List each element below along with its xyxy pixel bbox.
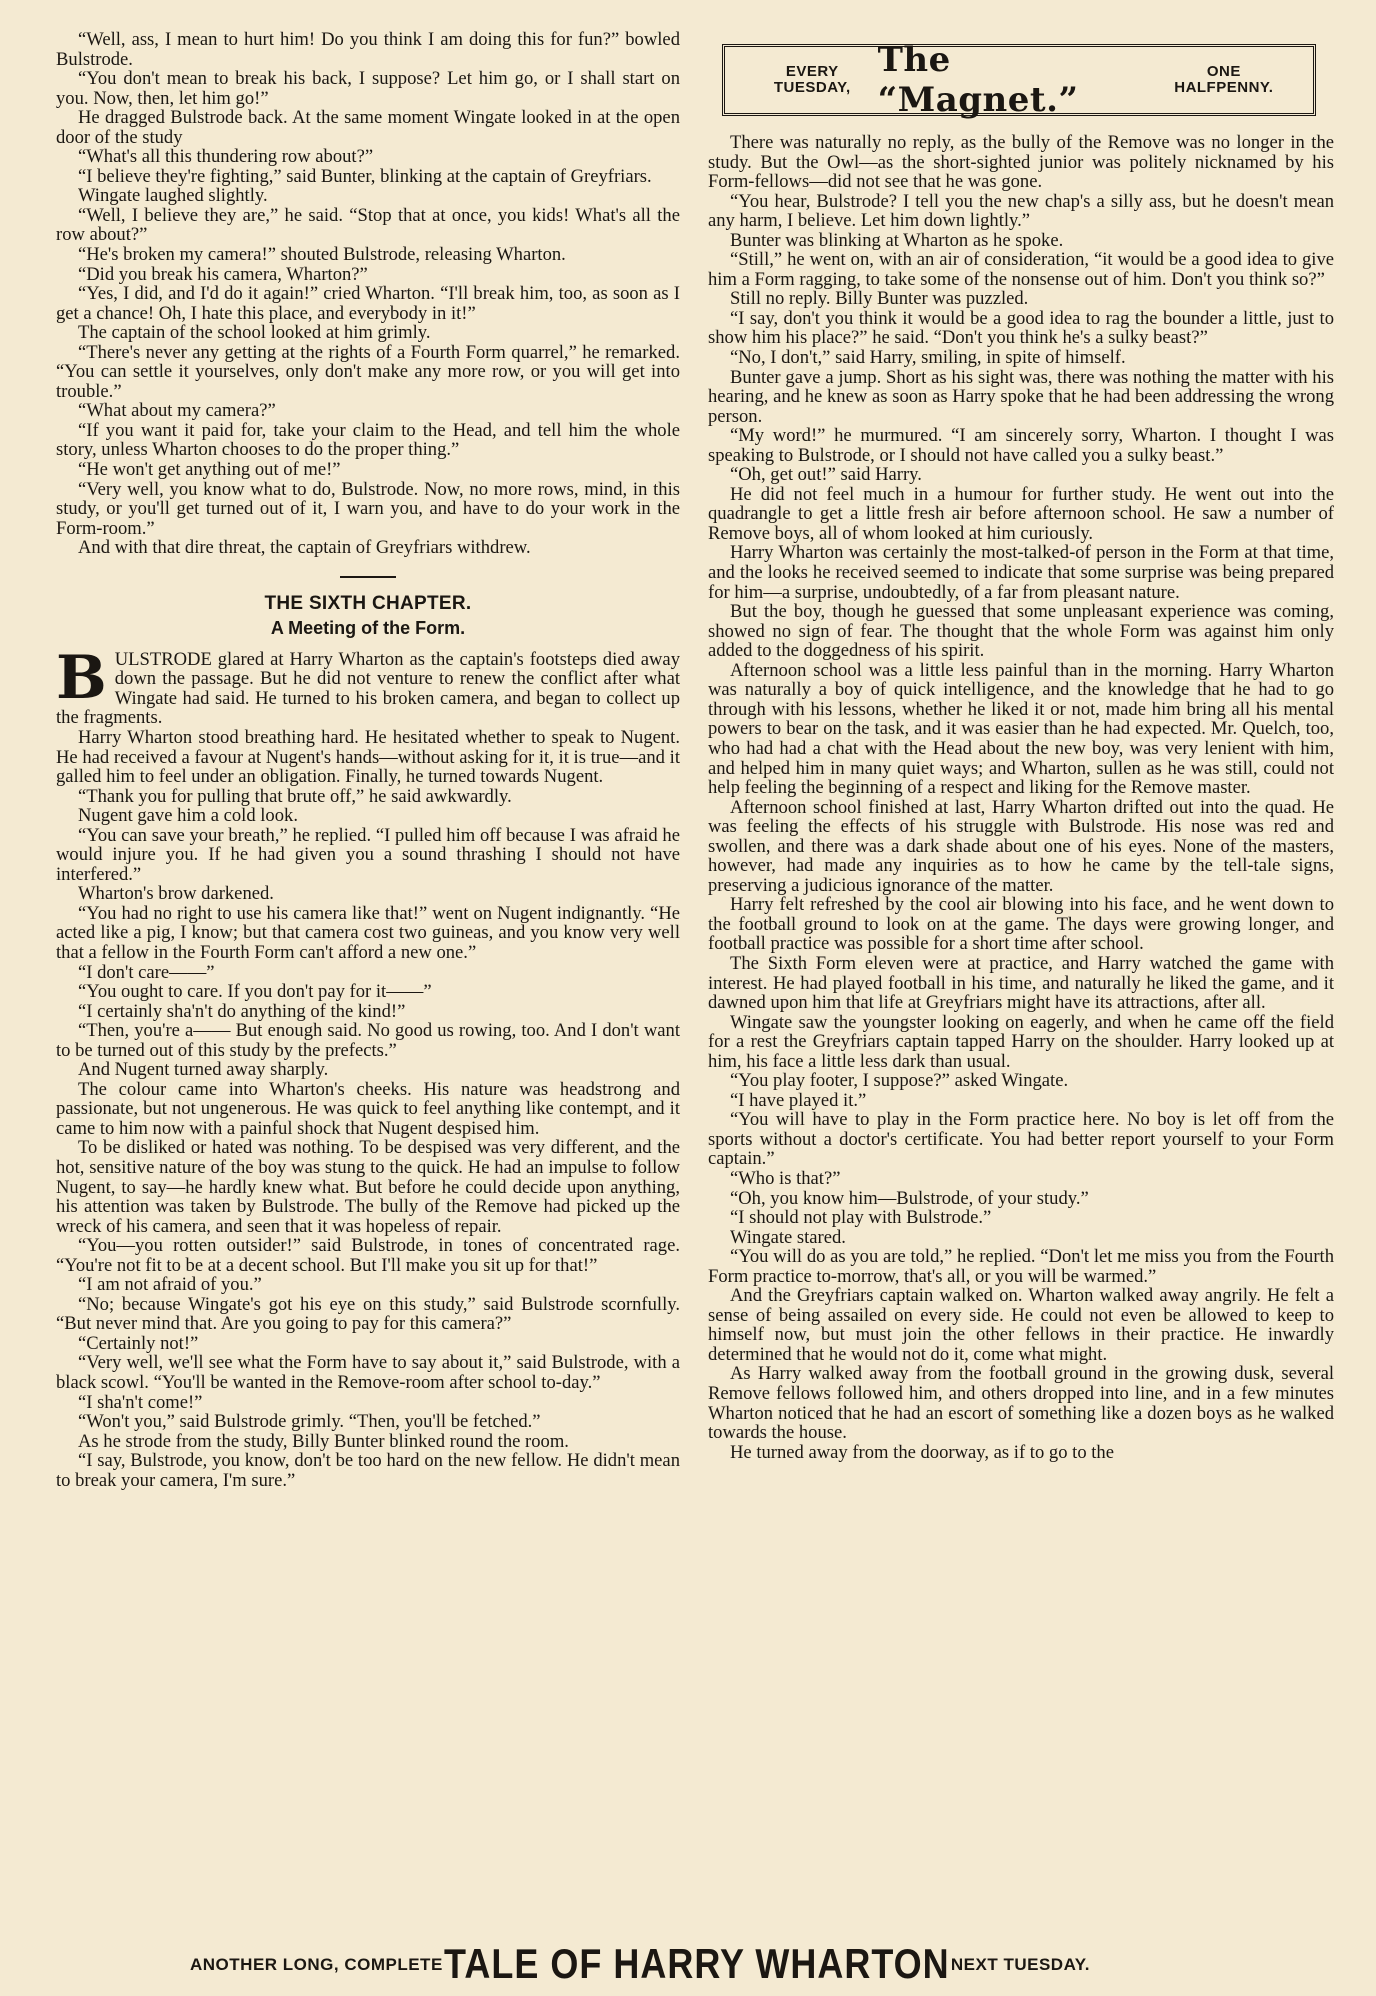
paragraph: Wingate stared.	[730, 1226, 846, 1248]
paragraph: Bunter gave a jump. Short as his sight was, there was nothing the matter with his hearing, and he knew as soon as Harry spoke that he had been addressing the wrong person.	[708, 366, 1334, 427]
left-paragraphs-before-chapter	[56, 30, 680, 558]
paragraph: He did not feel much in a humour for further study. He went out into the quadrangle to get a little fresh air before afternoon school. He saw a number of Remove boys, all of whom looked at him curiously.	[708, 483, 1334, 544]
paragraph: “I believe they're fighting,” said Bunter, blinking at the captain of Greyfriars.	[78, 165, 652, 187]
banner-title: The “Magnet.”	[877, 40, 1079, 120]
right-column	[708, 133, 1334, 1462]
paragraph: To be disliked or hated was nothing. To be despised was very different, and the hot, sensitive nature of the boy was stung to the quick. He had an impulse to follow Nugent, to say—he hardly knew what. But before he could decide upon anything, his attention was taken by Bulstrode. The bully of the Remove had picked up the wreck of his camera, and seen that it was hopeless of repair.	[56, 1137, 680, 1237]
chapter-opening-paragraph	[56, 642, 680, 729]
paragraph: “Well, ass, I mean to hurt him! Do you think I am doing this for fun?” bowled Bulstrode.	[56, 29, 680, 70]
magazine-header-banner	[722, 40, 1316, 120]
paragraph: As he strode from the study, Billy Bunter blinked round the room.	[78, 1430, 569, 1452]
paragraph: As Harry walked away from the football ground in the growing dusk, several Remove fellows followed him, and others dropped into line, and in a few minutes Wharton noticed that he had an escort of something like a dozen boys as he walked towards the house.	[708, 1363, 1334, 1444]
paragraph: Bunter was blinking at Wharton as he spoke.	[730, 229, 1064, 251]
paragraph: “I say, don't you think it would be a good idea to rag the bounder a little, just to show him his place?” he said. “Don't you think he's a sulky beast?”	[708, 307, 1334, 349]
paragraph: “He's broken my camera!” shouted Bulstrode, releasing Wharton.	[78, 244, 566, 266]
chapter-divider-rule	[340, 576, 396, 578]
paragraph: “Very well, we'll see what the Form have to say about it,” said Bulstrode, with a black scowl. “You'll be wanted in the Remove-room after school to-day.”	[56, 1352, 680, 1393]
paragraph: “You play footer, I suppose?” asked Wingate.	[730, 1070, 1069, 1092]
paragraph: “You don't mean to break his back, I suppose? Let him go, or I shall start on you. Now, then, let him go!”	[56, 68, 680, 109]
left-column	[56, 30, 680, 1490]
paragraph: The Sixth Form eleven were at practice, and Harry watched the game with interest. He had played football in his time, and naturally he liked the game, and it dawned upon him that life at Greyfriars might have its attractions, after all.	[708, 952, 1334, 1014]
paragraph: Wingate saw the youngster looking on eagerly, and when he came off the field for a rest the Greyfriars captain tapped Harry on the shoulder. Harry looked up at him, his face a little less dark than usual.	[708, 1011, 1334, 1072]
paragraph: He turned away from the doorway, as if to go to the	[730, 1441, 1114, 1463]
paragraph: “Who is that?”	[730, 1167, 841, 1189]
paragraph: “No, I don't,” said Harry, smiling, in spite of himself.	[730, 347, 1126, 369]
paragraph: “Very well, you know what to do, Bulstrode. Now, no more rows, mind, in this study, or you'll get turned out of it, I warn you, and have to do your work in the Form-room.”	[56, 478, 680, 539]
paragraph: “If you want it paid for, take your claim to the Head, and tell him the whole story, unless Wharton chooses to do the proper thing.”	[56, 419, 680, 461]
left-paragraphs-after-chapter	[56, 728, 680, 1490]
chapter-opening-text: ULSTRODE glared at Harry Wharton as the captain's footsteps died away down the passage. But he did not venture to renew the conflict after what Wingate had said. He turned to his broken camera, and began to collect up the fragments.	[56, 648, 680, 729]
paragraph: The colour came into Wharton's cheeks. His nature was headstrong and passionate, but not ungenerous. He was quick to feel anything like contempt, and it came to him now with a painful shock that Nugent despised him.	[56, 1078, 680, 1139]
paragraph: “No; because Wingate's got his eye on this study,” said Bulstrode scornfully. “But never mind that. Are you going to pay for this camera?”	[56, 1293, 680, 1335]
paragraph: “Then, you're a—— But enough said. No good us rowing, too. And I don't want to be turned out of this study by the prefects.”	[56, 1020, 680, 1061]
paragraph: And Nugent turned away sharply.	[78, 1059, 329, 1081]
paragraph: Harry Wharton was certainly the most-talked-of person in the Form at that time, and the looks he received seemed to indicate that some surprise was being prepared for him—a surprise, undoubtedly, of a far from pleasant nature.	[708, 542, 1334, 603]
footer-banner	[190, 1939, 1090, 1987]
paragraph: “Thank you for pulling that brute off,” he said awkwardly.	[78, 785, 512, 807]
paragraph: “I have played it.”	[730, 1089, 867, 1111]
paragraph: “There's never any getting at the rights of a Fourth Form quarrel,” he remarked. “You can settle it yourselves, only don't make any more row, or you will get into trouble.”	[56, 341, 680, 402]
paragraph: “You hear, Bulstrode? I tell you the new chap's a silly ass, but he doesn't mean any harm, I believe. Let him down lightly.”	[708, 190, 1334, 232]
paragraph: Nugent gave him a cold look.	[78, 805, 298, 827]
paragraph: “He won't get anything out of me!”	[78, 459, 341, 481]
paragraph: “You will do as you are told,” he replied. “Don't let me miss you from the Fourth Form practice to-morrow, that's all, or you will be warmed.”	[708, 1246, 1334, 1287]
paragraph: Still no reply. Billy Bunter was puzzled.	[730, 288, 1029, 310]
paragraph: But the boy, though he guessed that some unpleasant experience was coming, showed no sign of fear. The thought that the whole Form was against him only added to the doggedness of his spirit.	[708, 601, 1334, 662]
paragraph: And with that dire threat, the captain of Greyfriars withdrew.	[78, 537, 531, 559]
paragraph: “What's all this thundering row about?”	[78, 146, 374, 168]
paragraph: “Certainly not!”	[78, 1332, 199, 1354]
paragraph: “I say, Bulstrode, you know, don't be too hard on the new fellow. He didn't mean to break your camera, I'm sure.”	[56, 1450, 680, 1491]
paragraph: “Oh, get out!” said Harry.	[730, 464, 922, 486]
paragraph: “What about my camera?”	[78, 400, 276, 422]
paragraph: And the Greyfriars captain walked on. Wharton walked away angrily. He felt a sense of being assailed on every side. He could not even be allowed to keep to himself now, but must join the other fellows in their practice. He inwardly determined that he would not do it, come what might.	[708, 1285, 1334, 1365]
paragraph: “Yes, I did, and I'd do it again!” cried Wharton. “I'll break him, too, as soon as I get a chance! Oh, I hate this place, and everybody in it!”	[56, 283, 680, 324]
paragraph: Harry felt refreshed by the cool air blowing into his face, and he went down to the football ground to look on at the game. The days were growing longer, and football practice was possible for a short time after school.	[708, 894, 1334, 955]
paragraph: “I sha'n't come!”	[78, 1391, 203, 1413]
paragraph: Harry Wharton stood breathing hard. He hesitated whether to speak to Nugent. He had received a favour at Nugent's hands—without asking for it, it is true—and it galled him to feel under an obligation. Finally, he turned towards Nugent.	[56, 726, 680, 788]
paragraph: “I certainly sha'n't do anything of the kind!”	[78, 1000, 406, 1022]
paragraph: “I am not afraid of you.”	[78, 1274, 262, 1296]
paragraph: “I should not play with Bulstrode.”	[730, 1207, 992, 1229]
banner-right-label: ONE HALFPENNY.	[1174, 63, 1274, 96]
paragraph: “Won't you,” said Bulstrode grimly. “Then, you'll be fetched.”	[78, 1411, 541, 1433]
paragraph: “My word!” he murmured. “I am sincerely sorry, Wharton. I thought I was speaking to Bulstrode, or I should not have called you a sulky beast.”	[708, 425, 1334, 466]
footer-right-label: NEXT TUESDAY.	[950, 1954, 1090, 1974]
paragraph: “Did you break his camera, Wharton?”	[78, 263, 368, 285]
paragraph: “You will have to play in the Form practice here. No boy is let off from the sports without a doctor's certificate. You had better report yourself to your Form captain.”	[708, 1109, 1334, 1170]
chapter-subtitle: A Meeting of the Form.	[270, 617, 466, 638]
paragraph: “You had no right to use his camera like that!” went on Nugent indignantly. “He acted like a pig, I know; but that camera cost two guineas, and you know very well that a fellow in the Fourth Form can't afford a new one.”	[56, 902, 680, 963]
paragraph: Afternoon school was a little less painful than in the morning. Harry Wharton was naturally a boy of quick intelligence, and the knowledge that he had to go through with his lessons, whether he liked it or not, made him bring all his mental powers to bear on the task, and it was easier than he had expected. Mr. Quelch, too, who had had a chat with the Head about the new boy, was very lenient with him, and helped him in many quiet ways; and Wharton, sullen as he was still, could not help feeling the beginning of a respect and liking for the Remove master.	[708, 659, 1334, 799]
paragraph: The captain of the school looked at him grimly.	[78, 322, 431, 344]
paragraph: “You—you rotten outsider!” said Bulstrode, in tones of concentrated rage. “You're not fit to be at a decent school. But I'll make you sit up for that!”	[56, 1235, 680, 1276]
paragraph: There was naturally no reply, as the bully of the Remove was no longer in the study. But the Owl—as the short-sighted junior was politely nicknamed by his Form-fellows—did not see that he was gone.	[708, 132, 1334, 193]
paragraph: He dragged Bulstrode back. At the same moment Wingate looked in at the open door of the study	[56, 107, 680, 148]
paragraph: “You ought to care. If you don't pay for it——”	[78, 981, 432, 1003]
paragraph: Wharton's brow darkened.	[78, 883, 274, 905]
banner-left-label: EVERY TUESDAY,	[773, 63, 851, 96]
paragraph: “Well, I believe they are,” he said. “Stop that at once, you kids! What's all the row about?”	[56, 204, 680, 246]
paragraph: “Oh, you know him—Bulstrode, of your study.”	[730, 1187, 1089, 1209]
paragraph: “You can save your breath,” he replied. “I pulled him off because I was afraid he would injure you. If he had given you a sound thrashing I should not have interfered.”	[56, 824, 680, 885]
footer-title: TALE OF HARRY WHARTON	[444, 1939, 950, 1987]
paragraph: “Still,” he went on, with an air of consideration, “it would be a good idea to give him a Form ragging, to take some of the nonsense out of him. Don't you think so?”	[708, 249, 1334, 290]
paragraph: Wingate laughed slightly.	[78, 185, 268, 207]
chapter-title: THE SIXTH CHAPTER.	[264, 592, 472, 614]
paragraph: Afternoon school finished at last, Harry Wharton drifted out into the quad. He was feeling the effects of his struggle with Bulstrode. His nose was red and swollen, and there was a dark shade about one of his eyes. None of the masters, however, had made any inquiries as to how he came by the tell-tale signs, preserving a judicious ignorance of the matter.	[708, 796, 1334, 896]
drop-cap-letter: B	[56, 642, 107, 713]
paragraph: “I don't care——”	[78, 961, 215, 983]
footer-left-label: ANOTHER LONG, COMPLETE	[190, 1954, 443, 1974]
